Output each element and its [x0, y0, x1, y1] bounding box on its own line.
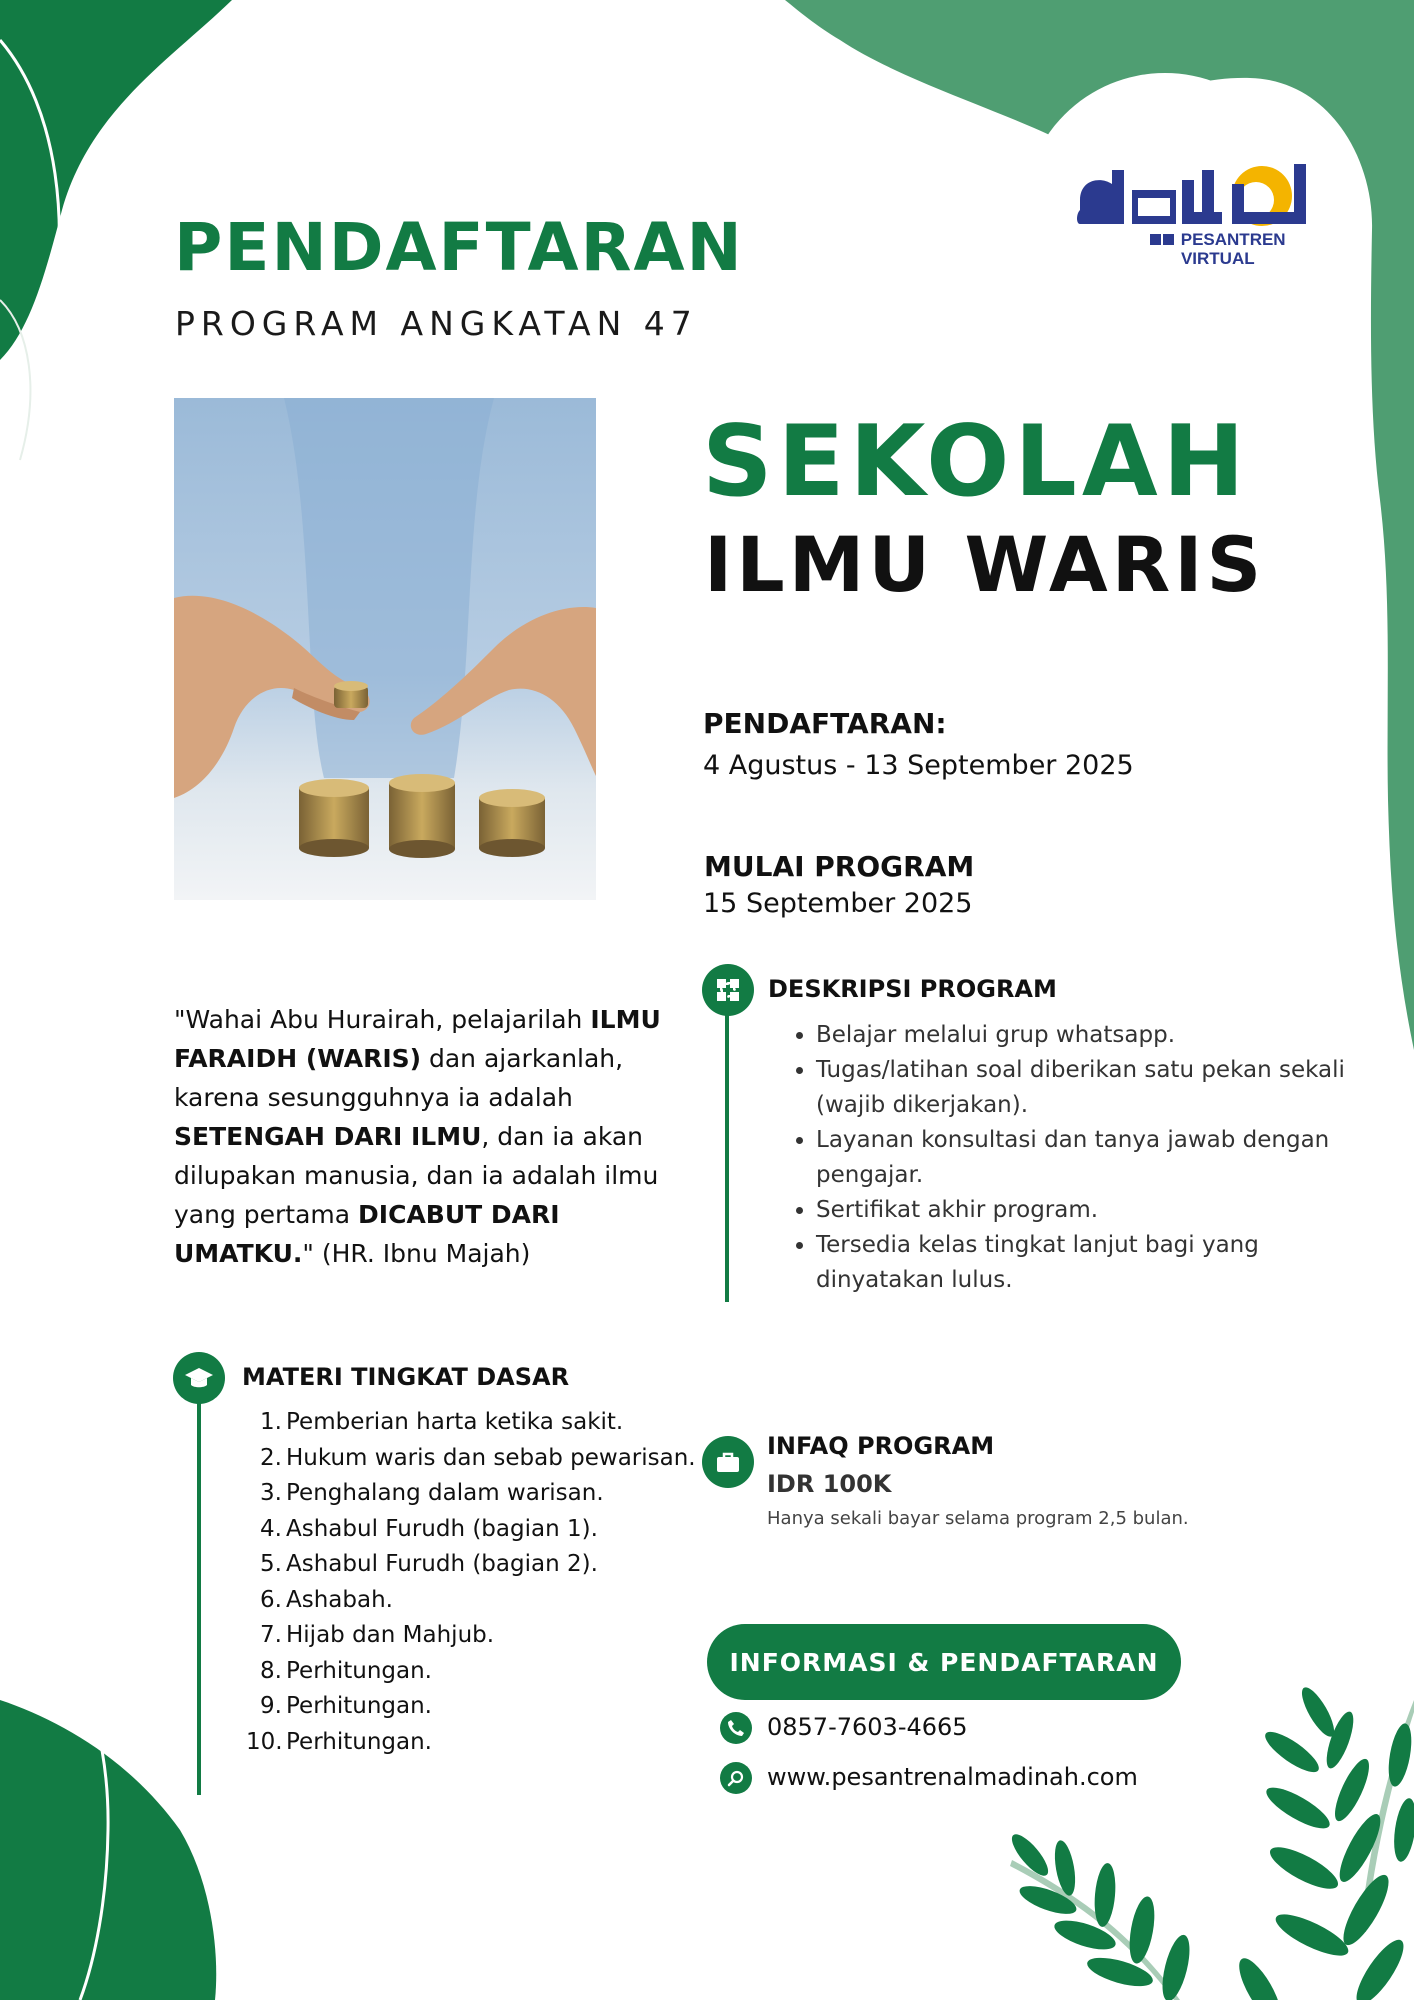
infaq-price: IDR 100K	[767, 1470, 892, 1498]
logo-line1: PESANTREN	[1180, 230, 1286, 249]
registration-label: PENDAFTARAN:	[703, 707, 947, 740]
materi-timeline	[197, 1402, 201, 1795]
start-label: MULAI PROGRAM	[704, 850, 975, 883]
list-number: 8.	[260, 1657, 282, 1684]
list-text: Hukum waris dan sebab pewarisan.	[286, 1444, 696, 1471]
program-title-line1: SEKOLAH	[702, 405, 1250, 519]
description-list	[780, 1018, 1356, 1298]
list-text: Pemberian harta ketika sakit.	[286, 1409, 624, 1435]
leaf-decoration	[1006, 1683, 1414, 2000]
quote-part: dan ajarkanlah, karena sesungguhnya ia adalah	[174, 1044, 624, 1112]
list-item	[246, 1725, 706, 1761]
list-item	[260, 1476, 706, 1512]
description-section-icon	[702, 964, 754, 1016]
briefcase-icon	[714, 1448, 742, 1476]
logo-square-icon	[1150, 234, 1161, 245]
list-number: 4.	[260, 1515, 282, 1542]
quote-emphasis: DICABUT DARI UMATKU.	[174, 1200, 560, 1268]
list-number: 6.	[260, 1586, 282, 1613]
search-icon	[727, 1769, 745, 1787]
quote-part: " (HR. Ibnu Majah)	[302, 1239, 531, 1268]
list-text: Ashabul Furudh (bagian 2).	[286, 1551, 598, 1577]
hadith-quote	[174, 1000, 674, 1273]
coin-stack-hand-icon	[334, 681, 368, 708]
infaq-section-icon	[702, 1436, 754, 1488]
list-number: 3.	[260, 1480, 282, 1506]
description-title: DESKRIPSI PROGRAM	[768, 975, 1057, 1003]
list-number: 9.	[260, 1693, 282, 1719]
infaq-title: INFAQ PROGRAM	[767, 1432, 995, 1460]
list-item	[260, 1689, 706, 1725]
list-item	[260, 1512, 706, 1548]
infaq-note: Hanya sekali bayar selama program 2,5 bulan.	[767, 1508, 1189, 1529]
quote-emphasis: SETENGAH DARI ILMU	[174, 1122, 482, 1151]
registration-dates: 4 Agustus - 13 September 2025	[703, 750, 1134, 781]
list-text: Ashabah.	[286, 1586, 393, 1613]
phone-number[interactable]: 0857-7603-4665	[767, 1713, 968, 1741]
quote-part: , dan ia akan dilupakan manusia, dan ia adalah ilmu yang pertama	[174, 1122, 659, 1229]
list-text: Perhitungan.	[286, 1728, 432, 1755]
website-link[interactable]: www.pesantrenalmadinah.com	[767, 1763, 1138, 1791]
list-number: 2.	[260, 1444, 282, 1471]
coin-stack-left-icon	[299, 779, 369, 857]
description-timeline	[725, 1014, 729, 1302]
list-item	[260, 1405, 706, 1441]
list-item: • Tugas/latihan soal diberikan satu pekan sekali (wajib dikerjakan).	[816, 1053, 1356, 1123]
puzzle-icon	[714, 976, 742, 1004]
list-item	[260, 1654, 706, 1690]
start-date: 15 September 2025	[703, 888, 973, 919]
list-item: • Tersedia kelas tingkat lanjut bagi yang dinyatakan lulus.	[816, 1228, 1356, 1298]
quote-part: "Wahai Abu Hurairah, pelajarilah	[174, 1005, 591, 1034]
list-number: 5.	[260, 1551, 282, 1577]
materi-title: MATERI TINGKAT DASAR	[242, 1363, 570, 1391]
list-item	[260, 1618, 706, 1654]
logo-square-icon	[1163, 234, 1174, 245]
phone-icon	[720, 1712, 752, 1744]
website-icon	[720, 1762, 752, 1794]
list-item: • Sertifikat akhir program.	[816, 1193, 1356, 1228]
logo-mark	[1072, 140, 1312, 240]
page-title: PENDAFTARAN	[174, 209, 744, 286]
list-item	[260, 1583, 706, 1619]
list-text: Penghalang dalam warisan.	[286, 1480, 604, 1506]
list-item: • Layanan konsultasi dan tanya jawab dengan pengajar.	[816, 1123, 1356, 1193]
list-item	[260, 1547, 706, 1583]
list-number: 10.	[246, 1728, 283, 1755]
list-text: Perhitungan.	[286, 1657, 432, 1684]
page-subtitle: PROGRAM ANGKATAN 47	[175, 304, 698, 343]
logo-line2: VIRTUAL	[1180, 249, 1255, 268]
materi-section-icon	[173, 1352, 225, 1404]
coins-photo	[174, 398, 596, 900]
coin-stack-right-icon	[479, 789, 545, 857]
graduation-cap-icon	[184, 1363, 214, 1393]
info-registration-button[interactable]: INFORMASI & PENDAFTARAN	[707, 1624, 1181, 1700]
coin-stack-middle-icon	[389, 774, 455, 858]
list-number: 7.	[260, 1622, 282, 1648]
list-text: Ashabul Furudh (bagian 1).	[286, 1515, 598, 1542]
list-text: Hijab dan Mahjub.	[286, 1622, 495, 1648]
logo-text	[1150, 230, 1286, 268]
phone-glyph-icon	[727, 1719, 745, 1737]
list-number: 1.	[260, 1409, 282, 1435]
list-item	[260, 1441, 706, 1477]
list-text: Perhitungan.	[286, 1693, 432, 1719]
list-item: • Belajar melalui grup whatsapp.	[816, 1018, 1356, 1053]
program-title-line2: ILMU WARIS	[704, 520, 1266, 609]
materi-list	[246, 1405, 706, 1760]
quote-emphasis: ILMU FARAIDH (WARIS)	[174, 1005, 661, 1073]
